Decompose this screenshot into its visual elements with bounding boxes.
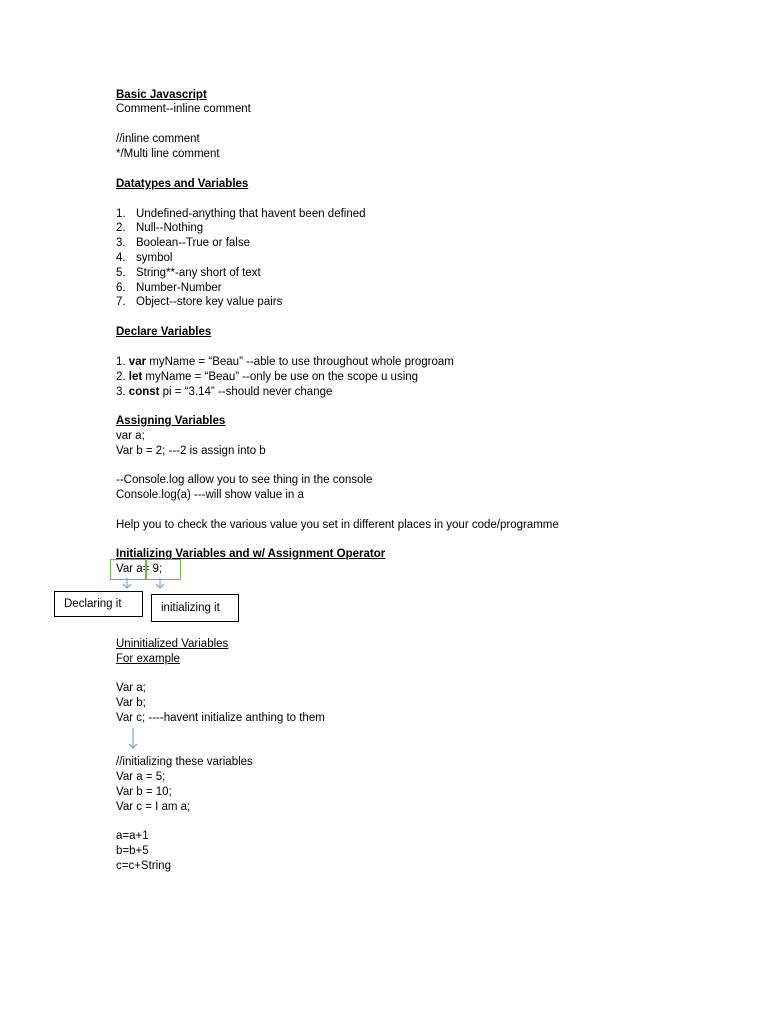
datatype-text: Null--Nothing (136, 222, 204, 234)
console-line: Console.log(a) ---will show value in a (116, 489, 304, 501)
datatype-item (116, 266, 261, 280)
datatype-number: 7. (116, 296, 126, 308)
init-var-line: Var a = 5; (116, 771, 166, 783)
declare-item (116, 355, 454, 369)
declare-keyword: const (128, 386, 160, 398)
datatype-item (116, 236, 250, 250)
declare-rest: pi = “3.14” --should never change (159, 386, 333, 398)
declaring-label-box: Declaring it (54, 591, 143, 617)
uninit-line: Var b; (116, 697, 146, 709)
datatype-number: 6. (116, 282, 126, 294)
declare-keyword: var (128, 356, 147, 368)
uninit-line: Var c; ----havent initialize anthing to them (116, 712, 325, 724)
arrow-down-icon (120, 578, 136, 592)
datatype-number: 2. (116, 222, 126, 234)
declare-rest: myName = “Beau” --only be use on the scope u using (142, 371, 419, 383)
inline-comment-line: //inline comment (116, 133, 200, 145)
declare-prefix: 2. (116, 371, 129, 383)
datatype-item (116, 221, 203, 235)
assigning-heading: Assigning Variables (116, 415, 226, 427)
datatype-item (116, 251, 172, 265)
initialize-highlight-box (142, 559, 181, 580)
arrow-down-icon (126, 728, 142, 752)
declare-keyword: let (128, 371, 143, 383)
datatype-number: 5. (116, 267, 126, 279)
init-code-assign-part: = 9; (142, 563, 163, 575)
init-code-declare-part: Var a (116, 563, 143, 575)
datatype-number: 1. (116, 208, 126, 220)
declare-item (116, 385, 332, 399)
op-line: a=a+1 (116, 830, 149, 842)
datatype-item (116, 295, 282, 309)
datatype-text: String**-any short of text (136, 267, 261, 279)
example-subheading: For example (116, 653, 180, 665)
console-line: --Console.log allow you to see thing in the console (116, 474, 373, 486)
comment-intro: Comment--inline comment (116, 103, 251, 115)
datatype-number: 4. (116, 252, 126, 264)
declare-prefix: 1. (116, 356, 129, 368)
declare-heading: Declare Variables (116, 326, 212, 338)
datatype-text: Undefined-anything that havent been defined (136, 208, 366, 220)
datatype-text: symbol (136, 252, 173, 264)
datatype-number: 3. (116, 237, 126, 249)
declare-item (116, 370, 418, 384)
arrow-down-icon (153, 578, 169, 592)
datatype-item (116, 207, 366, 221)
assign-line: var a; (116, 430, 145, 442)
multiline-comment-line: */Multi line comment (116, 148, 220, 160)
uninit-line: Var a; (116, 682, 146, 694)
assign-line: Var b = 2; ---2 is assign into b (116, 445, 266, 457)
help-line: Help you to check the various value you set in different places in your code/programme (116, 519, 559, 531)
op-line: b=b+5 (116, 845, 149, 857)
init-comment-line: //initializing these variables (116, 756, 253, 768)
init-var-line: Var c = I am a; (116, 801, 191, 813)
declare-rest: myName = “Beau” --able to use throughout whole progroam (146, 356, 454, 368)
datatypes-heading: Datatypes and Variables (116, 178, 249, 190)
datatype-text: Boolean--True or false (136, 237, 250, 249)
datatype-text: Number-Number (136, 282, 222, 294)
declare-prefix: 3. (116, 386, 129, 398)
uninitialized-heading: Uninitialized Variables (116, 638, 229, 650)
datatype-item (116, 281, 222, 295)
initializing-label-box: initializing it (151, 594, 239, 622)
declare-highlight-box (110, 559, 147, 580)
init-var-line: Var b = 10; (116, 786, 172, 798)
datatype-text: Object--store key value pairs (136, 296, 283, 308)
initializing-heading: Initializing Variables and w/ Assignment Operator (116, 548, 386, 560)
op-line: c=c+String (116, 860, 171, 872)
doc-title: Basic Javascript (116, 89, 207, 101)
